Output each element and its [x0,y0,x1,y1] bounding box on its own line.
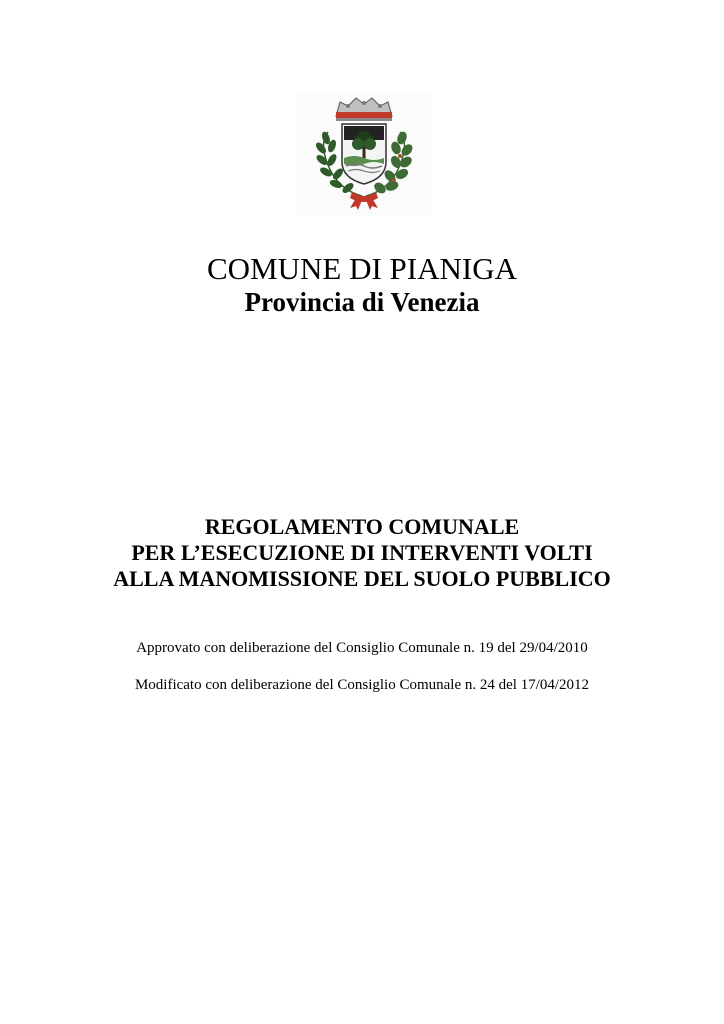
approval-note: Approvato con deliberazione del Consiglio Comunale n. 19 del 29/04/2010 [136,640,588,656]
province-name: Provincia di Venezia [244,287,480,317]
title-line: PER L’ESECUZIONE DI INTERVENTI VOLTI [131,540,593,565]
title-line: REGOLAMENTO COMUNALE [204,514,520,539]
ribbon-icon [350,192,378,210]
shield-icon [342,124,386,184]
coat-of-arms-icon [296,92,432,216]
municipality-name: COMUNE DI PIANIGA [207,251,517,286]
modification-note: Modificato con deliberazione del Consiglio Comunale n. 24 del 17/04/2012 [134,677,590,693]
title-line: ALLA MANOMISSIONE DEL SUOLO PUBBLICO [113,566,611,591]
regulation-title [0,514,724,592]
crown-icon [336,98,392,121]
